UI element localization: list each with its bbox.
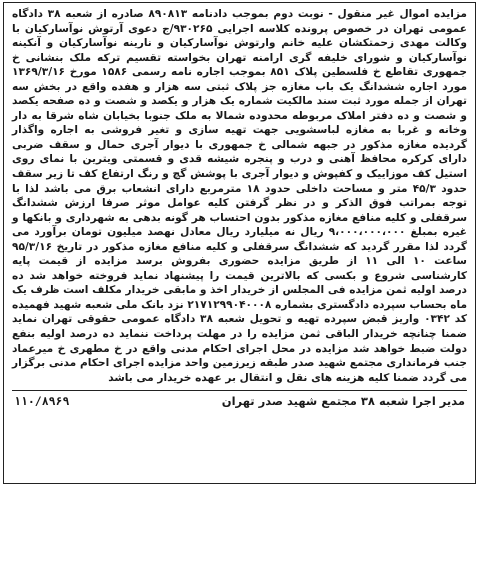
legal-notice-box: [3, 2, 476, 484]
notice-body-text: مزایده اموال غیر منقول - نوبت دوم بموجب دادنامه ۸۹۰۸۱۳ صادره از شعبه ۳۸ دادگاه عمومی تهران در خصوص پرونده کلاسه اجرایی ۹۳۰۲۶۵/ج دعوی آرتوش نوآسارکیان با وکالت مهدی زحمتکشان علیه خانم وارتوش نوآسارکیان و نارینه نوآسارکیان و آنکینه نوآسارکیان و شورای خلیفه گری ارامنه تهران بخواسته تقسیم ترکه ملک بنشانی خ جمهوری تقاطع خ فلسطین پلاک ۸۵۱ بموجب اجاره نامه رسمی ۱۵۸۶ مورخ ۱۳۶۹/۳/۱۶ مورد اجاره ششدانگ یک باب مغازه جز پلاک ثبتی سه هزار و هفده واقع در بخش سه تهران از جمله مورد ثبت سند مالکیت شماره یک هزار و یکصد و شصت و ده صفحه یکصد و شصت و ده دفتر املاک مربوطه محدوده شمالا به ملک جنوبا بخیابان شاه شرقا به دار وخانه و غربا به مغازه لباسشویی جهت تهیه سازی و تغیر فروشی به اجاره واگذار گردیده مغازه مذکور در جبهه شمالی خ جمهوری با دیوار آجری حمال و سقف ضربی دارای کرکره محافظ آهنی و درب و پنجره شیشه قدی و قسمتی ویترین با نمای روی استیل کف موزاییک و کفپوش و دیوار آجری با پوشش گچ و رنگ ارتفاع کف تا زیر سقف حدود ۴۵/۳ متر و مساحت داخلی حدود ۱۸ مترمربع دارای انشعاب برق می باشد لذا با توجه بمراتب فوق الذکر و در نظر گرفتن کلیه عوامل موثر صرفا ارزش ششدانگ سرقفلی و کلیه منافع مغازه مذکور بدون احتساب هر گونه بدهی به شهرداری و بانکها و غیره بمبلغ ۹،۰۰۰،۰۰۰،۰۰۰ ریال نه میلیارد ریال معادل نهصد میلیون تومان برآورد می گردد لذا مقرر گردید که ششدانگ سرقفلی و کلیه منافع مغازه مذکور در تاریخ ۹۵/۳/۱۶ ساعت ۱۰ الی ۱۱ از طریق مزایده حضوری بفروش برسد مزایده از قیمت پایه کارشناسی شروع و بکسی که بالاترین قیمت را پیشنهاد نماید فروخته خواهد شد ده درصد اولیه ثمن مزایده فی المجلس از خریدار اخذ و مابقی خریدار مکلف است ظرف یک ماه بحساب سپرده دادگستری بشماره ۲۱۷۱۲۹۹۰۴۰۰۰۸ نزد بانک ملی شعبه شهید فهمیده کد ۰۳۴۲ واریز قبض سپرده تهیه و تحویل شعبه ۳۸ دادگاه عمومی حقوقی تهران نماید ضمنا چنانچه خریدار الباقی ثمن مزایده را در مهلت پرداخت ننماید ده درصد اولیه بنفع دولت ضبط خواهد شد مزایده در محل اجرای احکام مدنی واقع در خ مطهری خ میرعماد جنب فرماندارى مجتمع شهید صدر طبقه زیرزمین واحد مزایده اجرای احکام مدنی برگزار می گردد ضمنا کلیه هزینه های نقل و انتقال بر عهده خریدار می باشد: [12, 8, 468, 384]
notice-footer: [12, 390, 467, 408]
footer-signature: مدیر اجرا شعبه ۳۸ مجتمع شهید صدر تهران: [221, 394, 465, 409]
footer-reference-code: ۱۱۰/۸۹۶۹: [14, 394, 70, 409]
